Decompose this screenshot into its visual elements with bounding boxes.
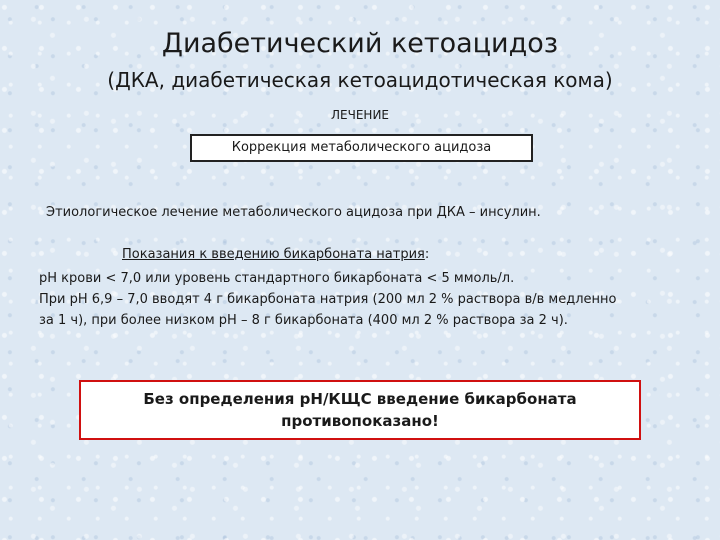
slide-title: Диабетический кетоацидоз bbox=[161, 28, 559, 59]
slide-subtitle: (ДКА, диабетическая кетоацидотическая кома) bbox=[107, 68, 613, 92]
indications-line-ph: рН крови < 7,0 или уровень стандартного бикарбоната < 5 ммоль/л. bbox=[39, 271, 515, 286]
warning-line-1: Без определения рН/КЩС введение бикарбоната bbox=[143, 390, 577, 408]
warning-line-2: противопоказано! bbox=[281, 412, 439, 430]
warning-box bbox=[79, 380, 641, 440]
indications-heading-colon: : bbox=[424, 247, 430, 262]
indications-heading bbox=[122, 247, 429, 262]
indications-heading-text: Показания к введению бикарбоната натрия bbox=[122, 247, 425, 262]
indications-line-dose-1: При рН 6,9 – 7,0 вводят 4 г бикарбоната натрия (200 мл 2 % раствора в/в медленно bbox=[39, 292, 617, 307]
indications-line-dose-2: за 1 ч), при более низком рН – 8 г бикарбоната (400 мл 2 % раствора за 2 ч). bbox=[39, 313, 568, 328]
section-label: ЛЕЧЕНИЕ bbox=[331, 108, 389, 122]
indications-body bbox=[39, 268, 616, 331]
topic-box: Коррекция метаболического ацидоза bbox=[190, 134, 533, 162]
etiology-text: Этиологическое лечение метаболического ацидоза при ДКА – инсулин. bbox=[46, 205, 541, 220]
